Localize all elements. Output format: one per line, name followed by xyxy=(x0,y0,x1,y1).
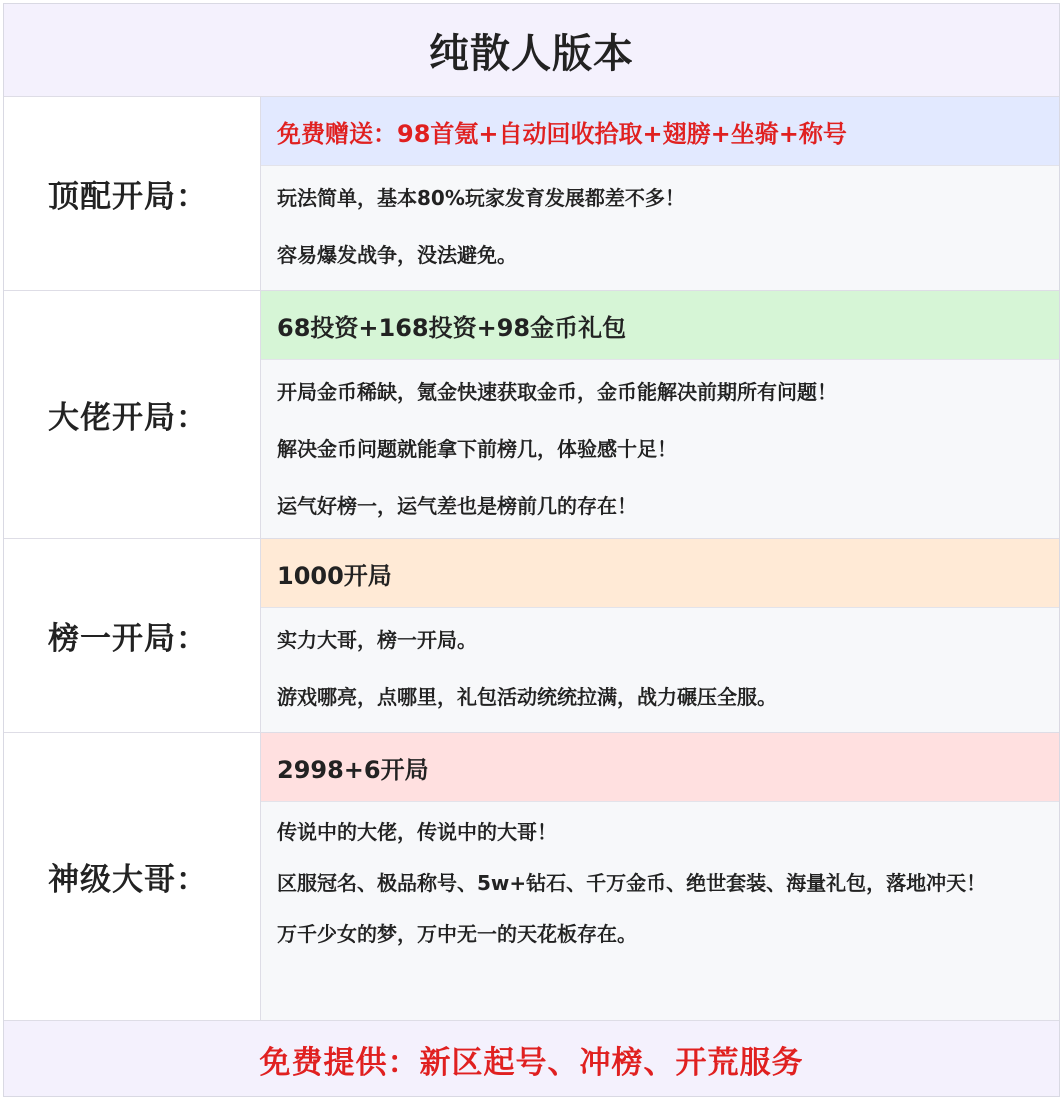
tier-label: 榜一开局： xyxy=(48,621,208,657)
tier-line: 运气好榜一，运气差也是榜前几的存在！ xyxy=(277,494,637,518)
tier-content xyxy=(261,539,1059,732)
tier-headline-bar xyxy=(261,539,1059,608)
tier-label-cell xyxy=(4,539,261,732)
tier-content xyxy=(261,97,1059,290)
tier-line: 万千少女的梦，万中无一的天花板存在。 xyxy=(277,922,637,946)
tier-description xyxy=(261,166,1059,290)
title-bar xyxy=(4,4,1059,97)
tier-content xyxy=(261,733,1059,1020)
tier-label: 大佬开局： xyxy=(48,400,208,436)
tier-line: 解决金币问题就能拿下前榜几，体验感十足！ xyxy=(277,437,677,461)
tier-headline-bar xyxy=(261,291,1059,360)
footer-bar xyxy=(4,1021,1059,1097)
tier-description xyxy=(261,802,1059,1020)
tier-label: 神级大哥： xyxy=(48,862,208,898)
tier-headline: 1000开局 xyxy=(277,561,392,590)
tier-headline: 2998+6开局 xyxy=(277,755,429,784)
tier-line: 开局金币稀缺，氪金快速获取金币，金币能解决前期所有问题！ xyxy=(277,380,837,404)
tier-line: 容易爆发战争，没法避免。 xyxy=(277,243,517,267)
tier-headline-bar xyxy=(261,97,1059,166)
tier-row-boss xyxy=(4,291,1059,539)
tier-line: 玩法简单，基本80%玩家发育发展都差不多！ xyxy=(277,186,685,210)
tier-headline-bar xyxy=(261,733,1059,802)
tier-line: 传说中的大佬，传说中的大哥！ xyxy=(277,820,557,844)
tier-row-god xyxy=(4,733,1059,1021)
tier-label-cell xyxy=(4,733,261,1020)
tier-headline: 免费赠送：98首氪+自动回收拾取+翅膀+坐骑+称号 xyxy=(277,119,847,148)
tier-description xyxy=(261,608,1059,732)
tier-row-top-config xyxy=(4,97,1059,291)
tier-line: 实力大哥，榜一开局。 xyxy=(277,628,477,652)
tier-row-rank-one xyxy=(4,539,1059,733)
tier-content xyxy=(261,291,1059,538)
price-table xyxy=(3,3,1060,1097)
footer-text: 免费提供：新区起号、冲榜、开荒服务 xyxy=(259,1045,804,1081)
page-title: 纯散人版本 xyxy=(429,30,634,77)
tier-line: 游戏哪亮，点哪里，礼包活动统统拉满，战力碾压全服。 xyxy=(277,685,777,709)
tier-label-cell xyxy=(4,97,261,290)
tier-headline: 68投资+168投资+98金币礼包 xyxy=(277,313,627,342)
tier-line: 区服冠名、极品称号、5w+钻石、千万金币、绝世套装、海量礼包，落地冲天！ xyxy=(277,871,987,895)
tier-description xyxy=(261,360,1059,538)
tier-label-cell xyxy=(4,291,261,538)
tier-label: 顶配开局： xyxy=(48,179,208,215)
